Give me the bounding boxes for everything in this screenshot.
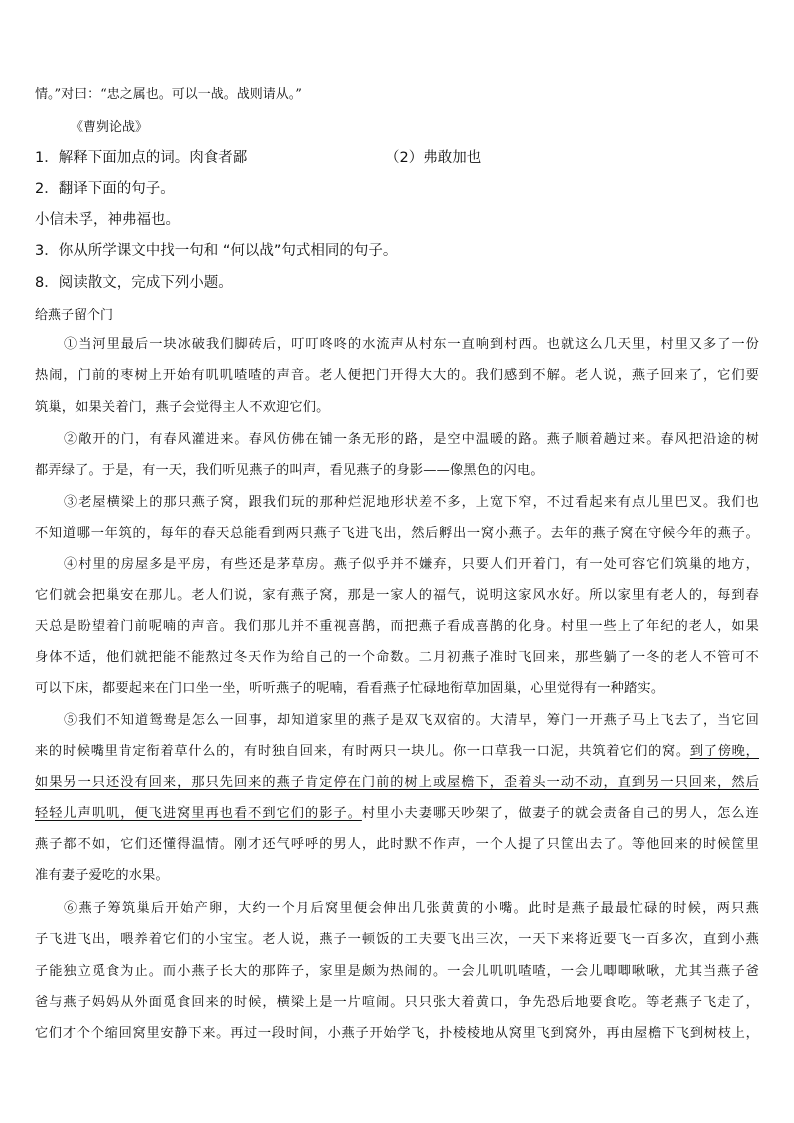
- essay-p5-line: 准有妻子爱吃的水果。: [35, 868, 169, 883]
- essay-title: 给燕子留个门: [35, 308, 114, 323]
- essay-p6-line: 子飞进飞出，喂养着它们的小宝宝。老人说，燕子一顿饭的工夫要飞出三次，一天下来将近要飞一百多次，直到小燕: [35, 932, 759, 947]
- essay-p4-line: 身体不适，他们就把能不能熬过冬天作为给自己的一个命数。二月初燕子准时飞回来，那些躺了一冬的老人不管可不: [35, 650, 759, 665]
- essay-p5-line: [35, 802, 759, 821]
- essay-p5-line: ⑤我们不知道鸳鸯是怎么一回事，却知道家里的燕子是双飞双宿的。大清早，筹门一开燕子马上飞去了，当它回: [64, 713, 759, 728]
- question-8: 8．阅读散文，完成下列小题。: [35, 275, 233, 291]
- underlined-sentence: 轻轻儿声叽叽，便飞进窝里再也看不到它们的影子。: [35, 806, 362, 821]
- question-2: 2．翻译下面的句子。: [35, 181, 175, 197]
- question-1-part-2: （2）弗敢加也: [385, 150, 482, 166]
- essay-p4-line: 可以下床，都要起来在门口坐一坐，听听燕子的呢喃，看看燕子忙碌地衔草加固巢，心里觉得有一种踏实。: [35, 681, 665, 696]
- essay-p6-line: 爸与燕子妈妈从外面觅食回来的时候，横梁上是一片喧闹。只只张大着黄口，争先恐后地要食吃。等老燕子飞走了，: [35, 995, 759, 1010]
- question-2-sentence: 小信未孚，神弗福也。: [35, 212, 180, 228]
- essay-p4-line: 它们就会把巢安在那儿。老人们说，家有燕子窝，那是一家人的福气，说明这家风水好。所以家里有老人的，每到春: [35, 588, 759, 603]
- essay-p2-line: ②敞开的门，有春风灌进来。春风仿佛在铺一条无形的路，是空中温暖的路。燕子顺着趟过来。春风把沿途的树: [64, 432, 759, 447]
- essay-p3-line: 不知道哪一年筑的，每年的春天总能看到两只燕子飞进飞出，然后孵出一窝小燕子。去年的燕子窝在守候今年的燕子。: [35, 526, 759, 541]
- passage-tail-line: 情。”对曰：“忠之属也。可以一战。战则请从。”: [35, 87, 302, 102]
- essay-p2-line: 都弄绿了。于是，有一天，我们听见燕子的叫声，看见燕子的身影——像黑色的闪电。: [35, 463, 544, 478]
- essay-p4-line: 天总是盼望着门前呢喃的声音。我们那儿并不重视喜鹊，而把燕子看成喜鹊的化身。村里一些上了年纪的老人，如果: [35, 619, 759, 634]
- question-1: 1．解释下面加点的词。肉食者鄙: [35, 150, 248, 166]
- question-3: 3．你从所学课文中找一句和 “何以战”句式相同的句子。: [35, 243, 398, 259]
- essay-p3-line: ③老屋横梁上的那只燕子窝，跟我们玩的那种烂泥地形状差不多，上宽下窄，不过看起来有点儿里巴叉。我们也: [64, 495, 759, 510]
- essay-p5-text: 来的时候嘴里肯定衔着草什么的，有时独自回来，有时两只一块儿。你一口草我一口泥，共筑着它们的窝。: [35, 744, 690, 759]
- underlined-sentence: 到了傍晚，: [689, 744, 759, 759]
- underlined-sentence: 如果另一只还没有回来，那只先回来的燕子肯定停在门前的树上或屋檐下，歪着头一动不动，直到另一只回来，然后: [35, 775, 759, 790]
- essay-p5-line: [35, 740, 759, 759]
- essay-p1-line: 热闹，门前的枣树上开始有叽叽喳喳的声音。老人便把门开得大大的。我们感到不解。老人说，燕子回来了，它们要: [35, 368, 759, 383]
- essay-p5-line: [35, 771, 759, 790]
- essay-p6-line: 它们才个个缩回窝里安静下来。再过一段时间，小燕子开始学飞，扑棱棱地从窝里飞到窝外，再由屋檐下飞到树枝上，: [35, 1026, 759, 1041]
- essay-p1-line: ①当河里最后一块冰破我们脚砖后，叮叮咚咚的水流声从村东一直响到村西。也就这么几天里，村里又多了一份: [64, 337, 759, 352]
- essay-p5-text: 村里小夫妻哪天吵架了，做妻子的就会责备自己的男人，怎么连: [361, 806, 759, 821]
- essay-p1-line: 筑巢，如果关着门，燕子会觉得主人不欢迎它们。: [35, 400, 330, 415]
- source-title: 《曹刿论战》: [70, 120, 149, 135]
- essay-p6-line: ⑥燕子筹筑巢后开始产卵，大约一个月后窝里便会伸出几张黄黄的小嘴。此时是燕子最最忙碌的时候，两只燕: [64, 901, 759, 916]
- essay-p4-line: ④村里的房屋多是平房，有些还是茅草房。燕子似乎并不嫌弃，只要人们开着门，有一处可容它们筑巢的地方，: [64, 557, 759, 572]
- essay-p5-line: 燕子都不如，它们还懂得温情。刚才还气呼呼的男人，此时默不作声，一个人提了只筐出去了。等他回来的时候筐里: [35, 837, 759, 852]
- essay-p6-line: 子能独立觅食为止。而小燕子长大的那阵子，家里是颇为热闹的。一会儿叽叽喳喳，一会儿唧唧啾啾，尤其当燕子爸: [35, 964, 759, 979]
